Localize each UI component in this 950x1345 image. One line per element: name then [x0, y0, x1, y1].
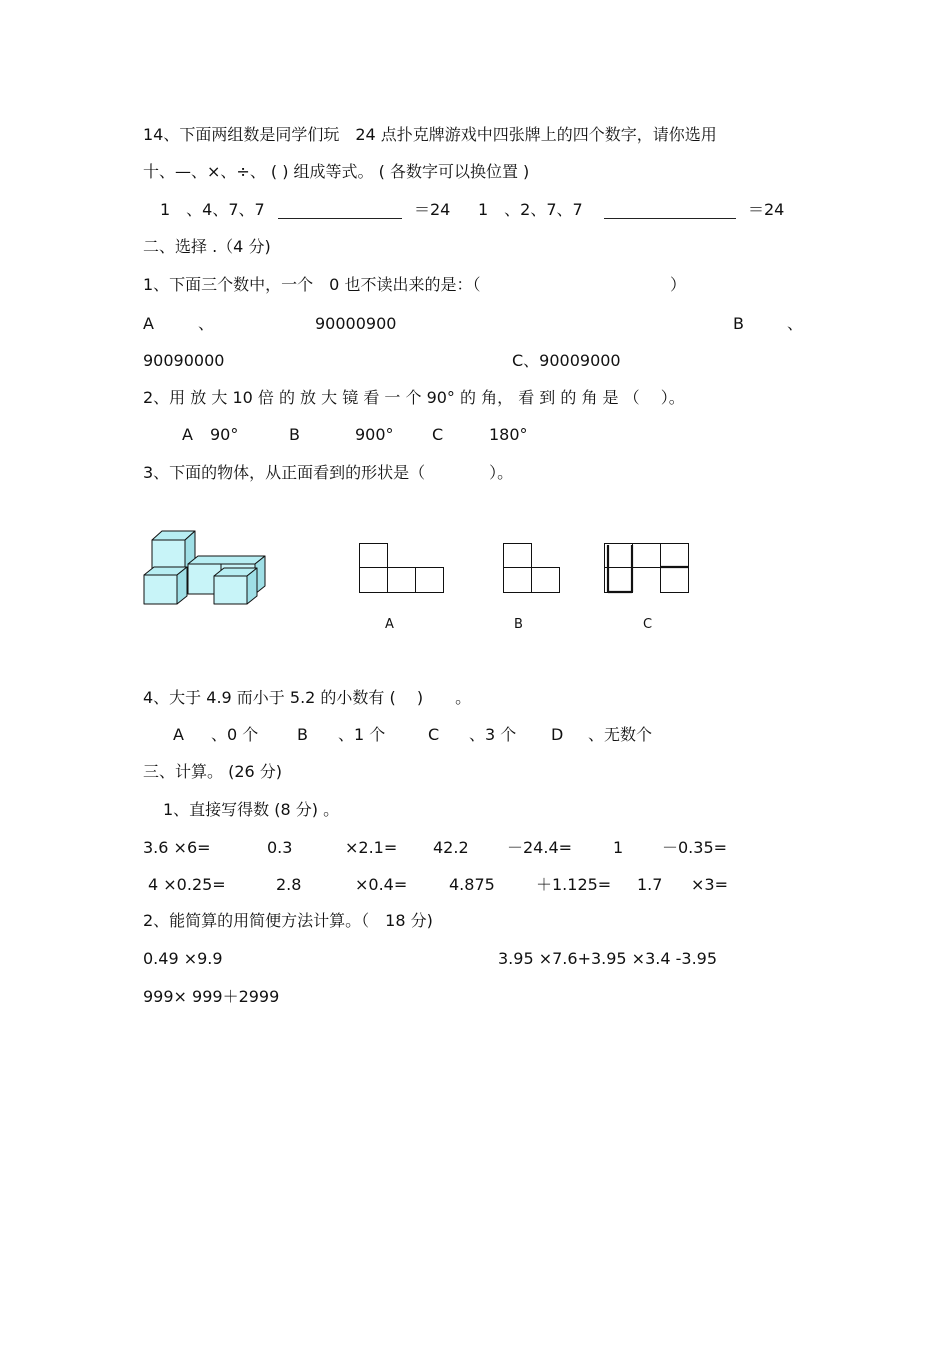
s2-q4-option-c-letter: C — [428, 725, 440, 744]
s2-q2-option-c-value: 180° — [489, 425, 528, 444]
calc-row1-item2a: 0.3 — [267, 838, 293, 857]
q14-answer-blank-2[interactable] — [604, 200, 736, 219]
calc-row2-item3a: 4.875 — [449, 875, 495, 894]
s2-q4-option-b-text: 、1 个 — [338, 725, 386, 744]
q14-answer-blank-1[interactable] — [278, 200, 402, 219]
view-option-c-label: C — [643, 617, 653, 632]
calc-row2-item2b: ×0.4= — [355, 875, 408, 894]
s2-q1-option-a-value: 90000900 — [315, 314, 397, 333]
calc-row1-item4b: －0.35= — [662, 838, 728, 857]
section2-heading: 二、选择 .（4 分) — [143, 237, 271, 256]
s2-q2-option-b-value: 900° — [355, 425, 394, 444]
s2-q4-option-a-letter: A — [173, 725, 184, 744]
q14-eq2: ＝24 — [748, 200, 785, 219]
s3-q2-expr1: 0.49 ×9.9 — [143, 949, 223, 968]
s2-q1-stem: 1、下面三个数中，一个 0 也不读出来的是：（ — [143, 275, 481, 294]
q14-line1: 14、下面两组数是同学们玩 24 点扑克牌游戏中四张牌上的四个数字，请你选用 — [143, 125, 717, 144]
cube-stack-figure — [143, 528, 273, 610]
s2-q4-option-d-text: 、无数个 — [588, 725, 653, 744]
s2-q4-option-c-text: 、3 个 — [469, 725, 517, 744]
calc-row1-item4a: 1 — [613, 838, 624, 857]
s2-q4-option-a-text: 、0 个 — [211, 725, 259, 744]
view-option-a-figure — [358, 542, 448, 596]
s2-q2-option-c-letter: C — [432, 425, 444, 444]
s2-q1-option-b-sep: 、 — [787, 314, 804, 333]
q14-set1: 1 、4、7、7 — [160, 200, 265, 219]
calc-row2-item2a: 2.8 — [276, 875, 302, 894]
s2-q1-option-c: C、90009000 — [512, 351, 621, 370]
s2-q4-option-d-letter: D — [551, 725, 564, 744]
s2-q4-option-b-letter: B — [297, 725, 308, 744]
q14-set2: 1 、2、7、7 — [478, 200, 583, 219]
calc-row1-item2b: ×2.1= — [345, 838, 398, 857]
s3-q2-expr2: 3.95 ×7.6+3.95 ×3.4 -3.95 — [498, 949, 718, 968]
view-option-b-label: B — [514, 617, 523, 632]
s2-q2-option-b-letter: B — [289, 425, 300, 444]
s2-q1-option-b-value: 90090000 — [143, 351, 225, 370]
calc-row2-item4b: ×3= — [691, 875, 728, 894]
s2-q1-option-a-sep: 、 — [198, 314, 215, 333]
s2-q4-stem: 4、大于 4.9 而小于 5.2 的小数有 ( ) 。 — [143, 688, 472, 707]
calc-row1-item3b: －24.4= — [507, 838, 573, 857]
view-option-a-label: A — [385, 617, 394, 632]
s2-q1-close-paren: ） — [670, 275, 687, 294]
s2-q1-option-b-letter: B — [733, 314, 744, 333]
s3-q2-title: 2、能简算的用简便方法计算。（ 18 分) — [143, 911, 433, 930]
calc-row1-item3a: 42.2 — [433, 838, 469, 857]
s3-q1-title: 1、直接写得数 (8 分) 。 — [163, 800, 340, 819]
q14-line2: 十、—、×、÷、 ( ) 组成等式。 ( 各数字可以换位置 ) — [143, 162, 530, 181]
calc-row1-item1: 3.6 ×6= — [143, 838, 211, 857]
s2-q1-option-a-letter: A — [143, 314, 154, 333]
s2-q3-stem: 3、下面的物体，从正面看到的形状是（ ）。 — [143, 463, 514, 482]
q14-eq1: ＝24 — [414, 200, 451, 219]
s2-q2-option-a-letter: A — [182, 425, 193, 444]
calc-row2-item1: 4 ×0.25= — [148, 875, 226, 894]
section3-heading: 三、计算。 (26 分) — [143, 762, 283, 781]
s2-q2-option-a-value: 90° — [210, 425, 239, 444]
s2-q2-stem: 2、用 放 大 10 倍 的 放 大 镜 看 一 个 90° 的 角， 看 到 的 角 是 （ ）。 — [143, 388, 685, 407]
calc-row2-item4a: 1.7 — [637, 875, 663, 894]
view-option-b-figure — [502, 542, 564, 596]
s3-q2-expr3: 999× 999＋2999 — [143, 987, 280, 1006]
view-option-c-figure — [603, 542, 693, 598]
calc-row2-item3b: ＋1.125= — [536, 875, 612, 894]
